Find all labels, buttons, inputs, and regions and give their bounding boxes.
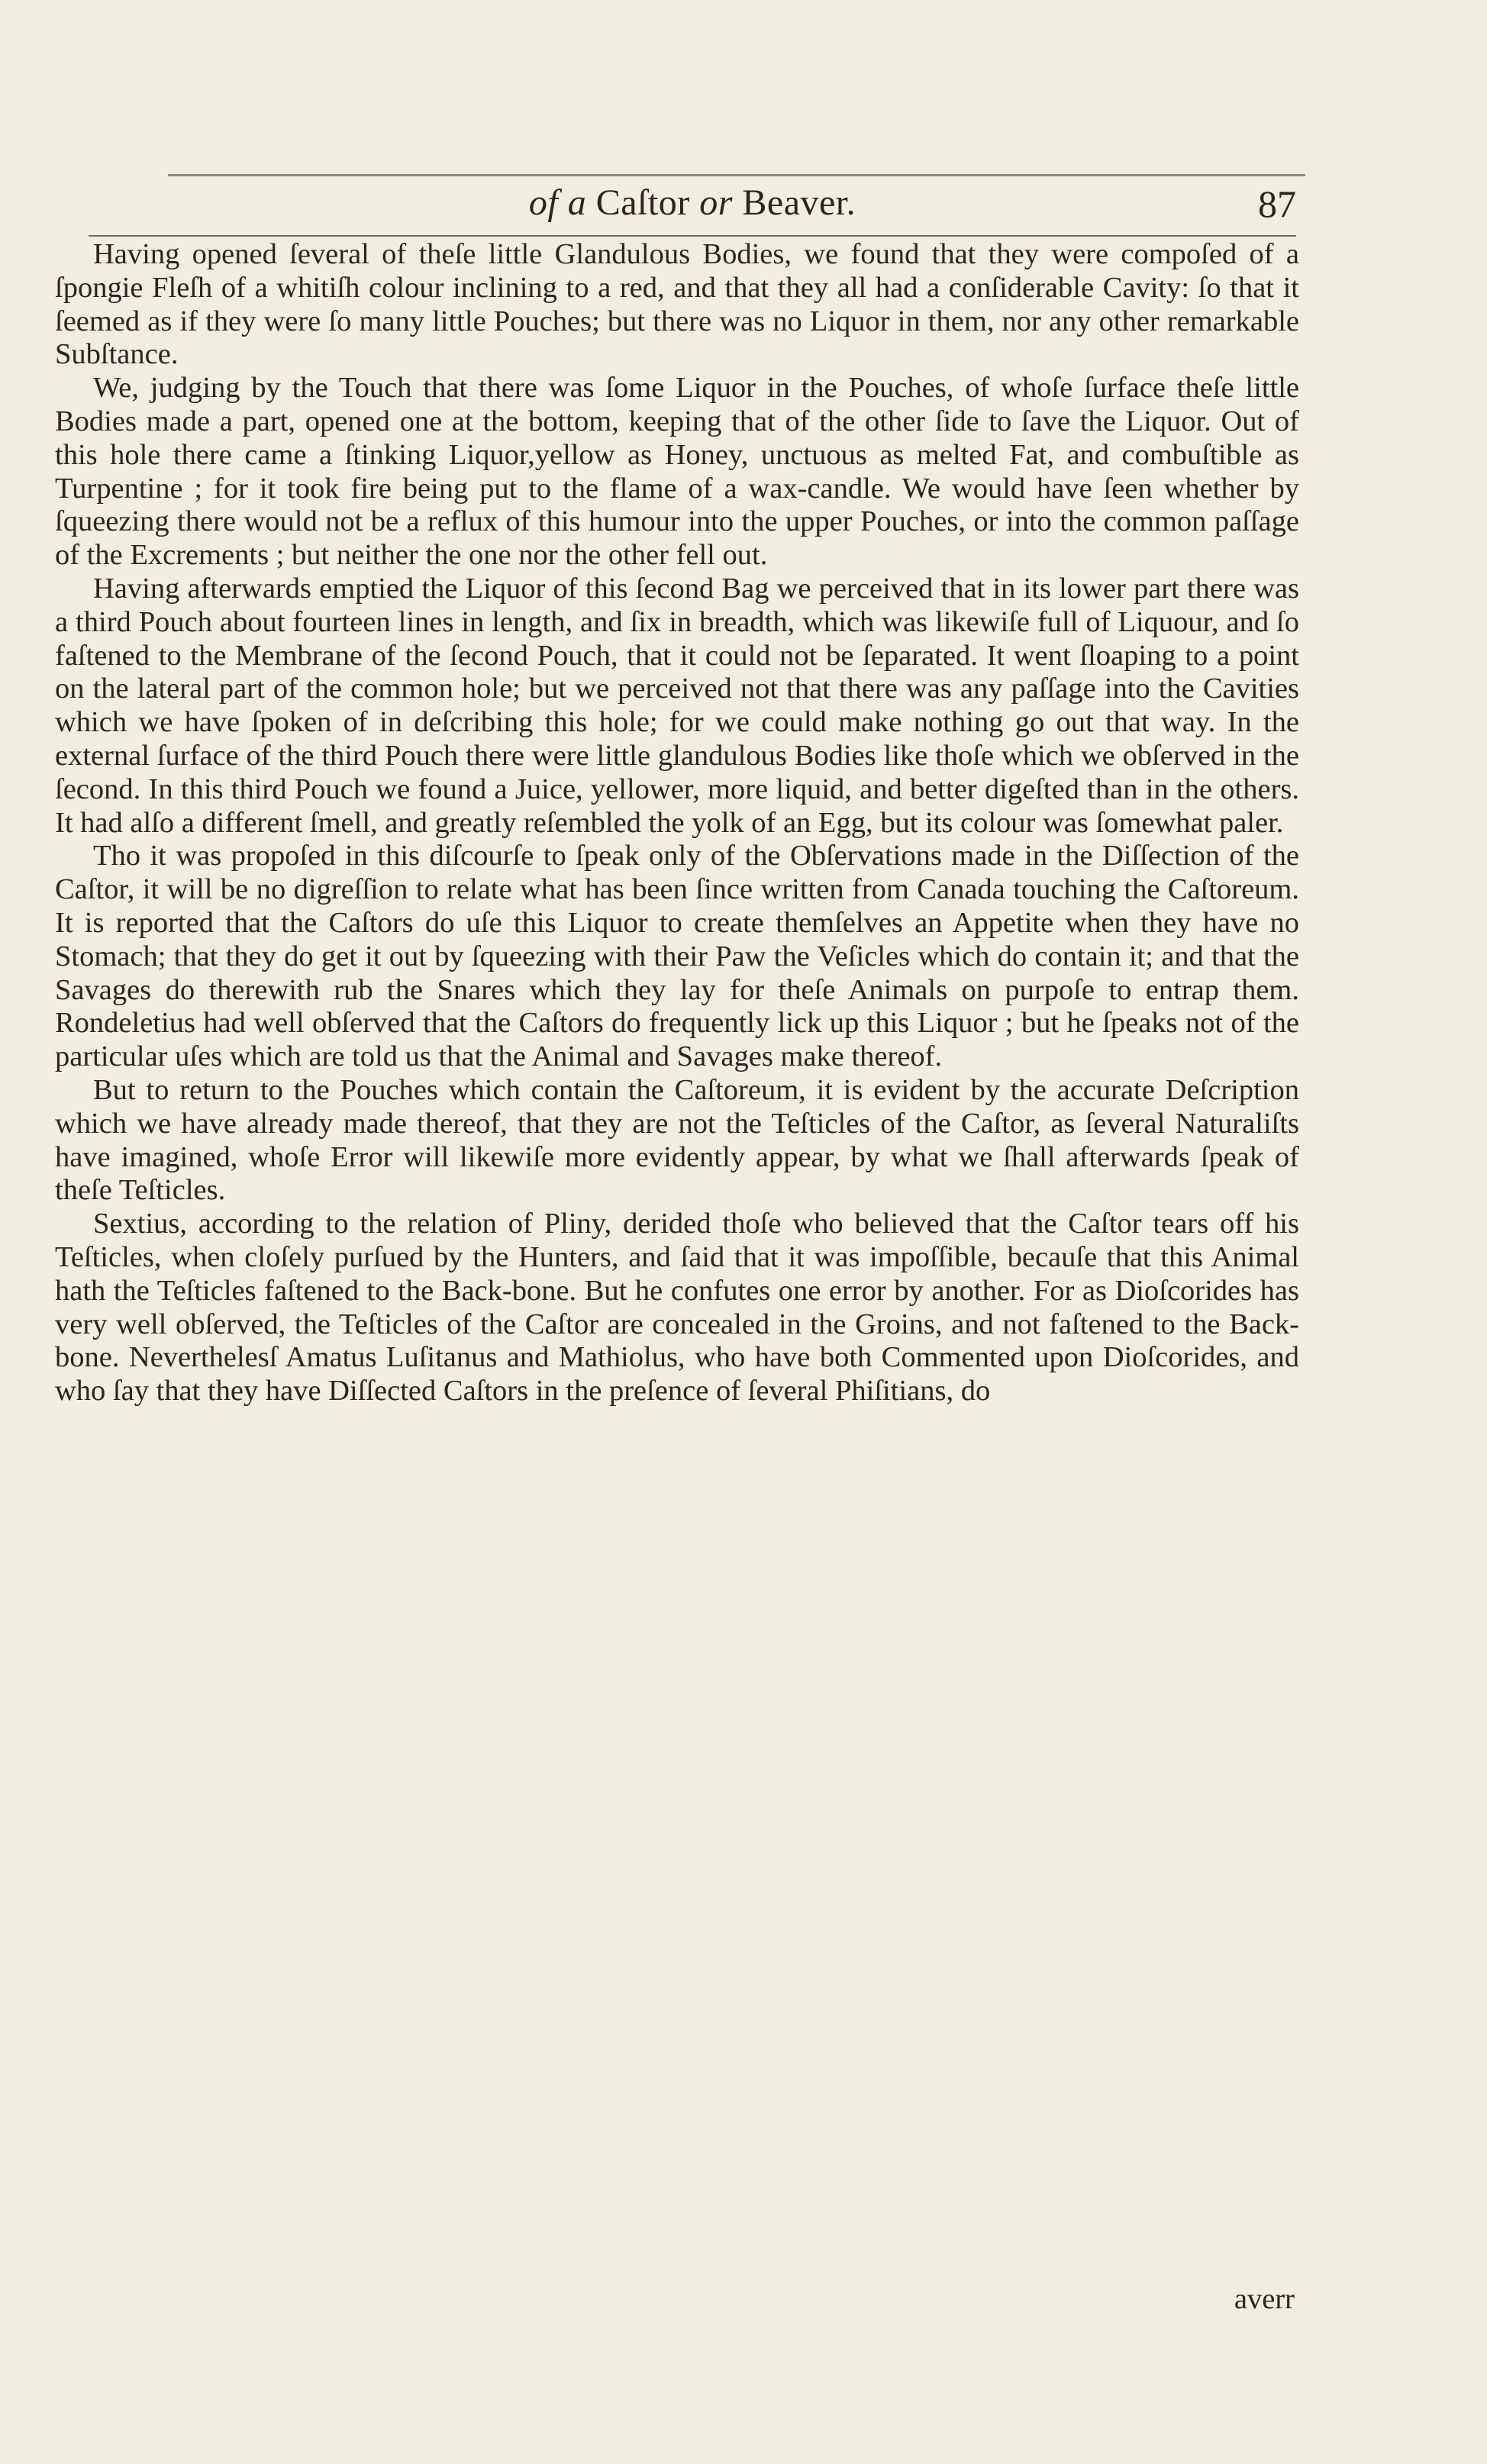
title-of: of <box>528 182 559 223</box>
paragraph-4: Tho it was propoſed in this diſcourſe to ſpeak only of the Obſervations made in the Diſſection of the Caſtor, it will be no digreſſion to relate what has been ſince written from Canada touching the Caſtoreum. It is reported that the Caſtors do uſe this Liquor to create themſelves an Appetite when they have no Stomach; that they do get it out by ſqueezing with their Paw the Veſicles which do contain it; and that the Savages do therewith rub the Snares which they lay for theſe Animals on purpoſe to entrap them. Rondeletius had well obſerved that the Caſtors do frequently lick up this Liquor ; but he ſpeaks not of the particular uſes which are told us that the Animal and Savages make thereof. <box>55 840 1299 1073</box>
page-header <box>89 182 1296 235</box>
header-rule <box>89 235 1296 237</box>
body-text <box>55 238 1299 1408</box>
running-title <box>89 182 1296 224</box>
catchword: averr <box>1234 2283 1295 2315</box>
paragraph-1: Having opened ſeveral of theſe little Glandulous Bodies, we found that they were compoſed of a ſpongie Fleſh of a whitiſh colour inclining to a red, and that they all had a conſiderable Cavity: ſo that it ſeemed as if they were ſo many little Pouches; but there was no Liquor in them, nor any other remarkable Subſtance. <box>55 238 1299 371</box>
paragraph-2: We, judging by the Touch that there was ſome Liquor in the Pouches, of whoſe ſurface theſe little Bodies made a part, opened one at the bottom, keeping that of the other ſide to ſave the Liquor. Out of this hole there came a ſtinking Liquor,yellow as Honey, unctuous as melted Fat, and combuſtible as Turpentine ; for it took fire being put to the flame of a wax-candle. We would have ſeen whether by ſqueezing there would not be a reflux of this humour into the upper Pouches, or into the common paſſage of the Excrements ; but neither the one nor the other fell out. <box>55 372 1299 572</box>
paragraph-6: Sextius, according to the relation of Pliny, derided thoſe who believed that the Caſtor tears off his Teſticles, when cloſely purſued by the Hunters, and ſaid that it was impoſſible, becauſe that this Animal hath the Teſticles faſtened to the Back-bone. But he confutes one error by another. For as Dioſcorides has very well obſerved, the Teſticles of the Caſtor are concealed in the Groins, and not faſtened to the Back-bone. Neverthelesſ Amatus Luſitanus and Mathiolus, who have both Commented upon Dioſcorides, and who ſay that they have Diſſected Caſtors in the preſence of ſeveral Phiſitians, do <box>55 1208 1299 1408</box>
paragraph-5: But to return to the Pouches which contain the Caſtoreum, it is evident by the accurate Deſcription which we have already made thereof, that they are not the Teſticles of the Caſtor, as ſeveral Naturaliſts have imagined, whoſe Error will likewiſe more evidently appear, by what we ſhall afterwards ſpeak of theſe Teſticles. <box>55 1073 1299 1207</box>
top-rule <box>168 174 1305 176</box>
paragraph-3: Having afterwards emptied the Liquor of this ſecond Bag we perceived that in its lower part there was a third Pouch about fourteen lines in length, and ſix in breadth, which was likewiſe full of Liquour, and ſo faſtened to the Membrane of the ſecond Pouch, that it could not be ſeparated. It went ſloaping to a point on the lateral part of the common hole; but we perceived not that there was any paſſage into the Cavities which we have ſpoken of in deſcribing this hole; for we could make nothing go out that way. In the external ſurface of the third Pouch there were little glandulous Bodies like thoſe which we obſerved in the ſecond. In this third Pouch we found a Juice, yellower, more liquid, and better digeſted than in the others. It had alſo a different ſmell, and greatly reſembled the yolk of an Egg, but its colour was ſomewhat paler. <box>55 572 1299 839</box>
title-castor: Caſtor <box>595 182 690 223</box>
title-a: a <box>567 182 587 223</box>
title-or: or <box>699 182 733 223</box>
page-number: 87 <box>1258 182 1296 225</box>
title-beaver: Beaver. <box>742 182 856 223</box>
